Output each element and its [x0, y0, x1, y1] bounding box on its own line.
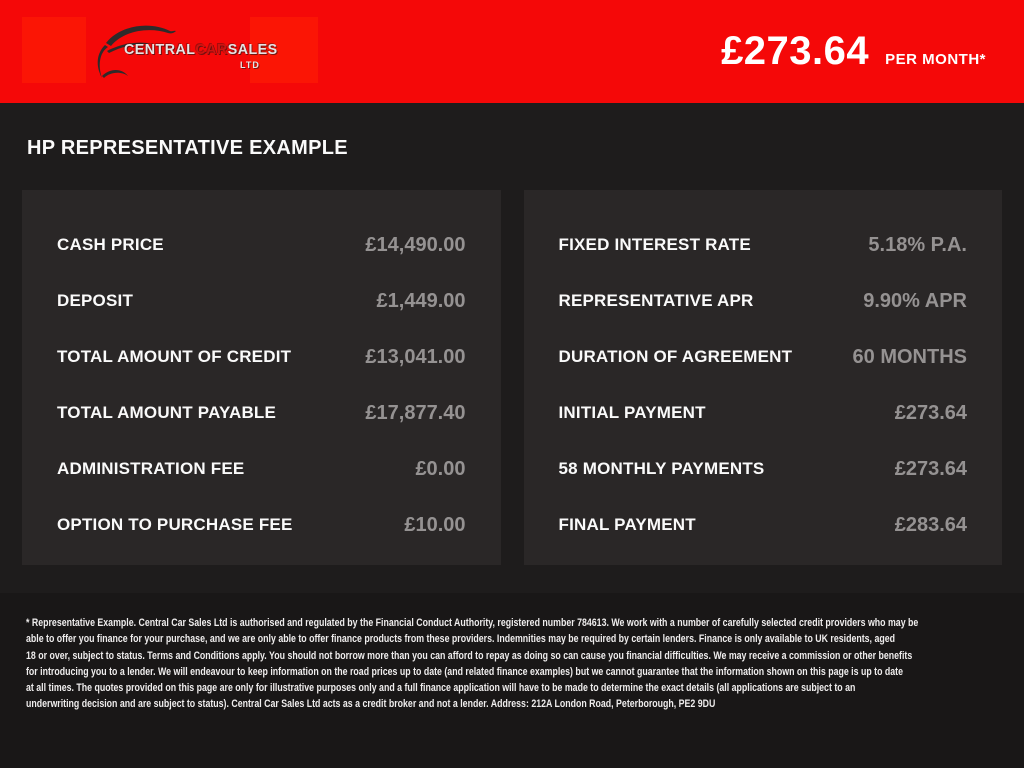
brand-part-central: CENTRAL: [124, 41, 196, 58]
finance-panel-left: [22, 190, 501, 565]
finance-row-value: 9.90% APR: [863, 289, 967, 312]
finance-row: [559, 217, 968, 273]
disclaimer-line: 18 or over, subject to status. Terms and Conditions apply. You should not borrow more than you can afford to repay as doing so can cause you financial difficulties. We may receive a commission or other benefits: [26, 649, 913, 662]
finance-example-section: [0, 103, 1024, 593]
brand-part-car: CAR: [195, 41, 228, 58]
finance-row-value: £17,877.40: [365, 401, 466, 424]
finance-row-label: TOTAL AMOUNT OF CREDIT: [57, 347, 292, 366]
finance-row: [57, 217, 466, 273]
page-title: HP REPRESENTATIVE EXAMPLE: [27, 137, 348, 159]
header-bar: [0, 0, 1024, 103]
finance-row-value: £0.00: [415, 457, 466, 480]
finance-row-label: CASH PRICE: [57, 235, 164, 254]
disclaimer-line: able to offer you finance for your purchase, and we are only able to offer finance products from these providers. Indemnities may be required by certain lenders. Finance is only available to UK residents, aged: [26, 633, 895, 646]
disclaimer-line: for introducing you to a lender. We will endeavour to keep information on the road prices up to date (and related finance examples) but we cannot guarantee that the information shown on this page is up to date: [26, 665, 904, 678]
finance-row-label: FINAL PAYMENT: [558, 515, 696, 534]
finance-row-value: £10.00: [404, 513, 466, 536]
finance-row-value: £273.64: [894, 401, 967, 424]
disclaimer-line: underwriting decision and are subject to status). Central Car Sales Ltd acts as a credit broker and not a lender. Address: 212A London Road, Peterborough, PE2 9DU: [26, 698, 716, 711]
brand-text: [124, 41, 278, 58]
finance-row: [559, 329, 968, 385]
finance-row-label: DURATION OF AGREEMENT: [558, 347, 793, 366]
finance-row-value: £1,449.00: [376, 289, 466, 312]
finance-row: [57, 329, 466, 385]
finance-row-value: £14,490.00: [365, 233, 466, 256]
finance-row-value: £283.64: [894, 513, 967, 536]
finance-row-value: 60 MONTHS: [852, 345, 967, 368]
disclaimer-line: * Representative Example. Central Car Sales Ltd is authorised and regulated by the Financial Conduct Authority, registered number 784613. We work with a number of carefully selected credit providers who may be: [26, 617, 919, 629]
disclaimer-section: [0, 593, 1024, 768]
monthly-price-suffix: PER MONTH*: [885, 51, 986, 68]
finance-row: [57, 385, 466, 441]
logo-background-patch: [22, 17, 86, 83]
finance-panels: [22, 190, 1002, 565]
finance-row-value: £273.64: [894, 457, 967, 480]
finance-row: [559, 385, 968, 441]
finance-row-value: £13,041.00: [365, 345, 466, 368]
finance-row: [57, 497, 466, 553]
finance-row-label: INITIAL PAYMENT: [558, 403, 706, 422]
monthly-price-block: [721, 29, 1024, 74]
finance-row-value: 5.18% P.A.: [868, 233, 967, 256]
finance-row: [57, 273, 466, 329]
finance-row-label: REPRESENTATIVE APR: [558, 291, 754, 310]
finance-row: [57, 441, 466, 497]
disclaimer-line: at all times. The quotes provided on this page are only for illustrative purposes only and a full finance application will have to be made to determine the exact details (all applications are subject to an: [26, 682, 856, 695]
finance-row-label: OPTION TO PURCHASE FEE: [57, 515, 293, 534]
finance-row-label: FIXED INTEREST RATE: [558, 235, 751, 254]
finance-row-label: ADMINISTRATION FEE: [57, 459, 245, 478]
finance-row-label: DEPOSIT: [57, 291, 134, 310]
finance-row-label: 58 MONTHLY PAYMENTS: [558, 459, 765, 478]
finance-row: [559, 497, 968, 553]
monthly-price: £273.64: [721, 29, 870, 73]
finance-row: [559, 273, 968, 329]
brand-suffix-ltd: LTD: [240, 60, 260, 70]
finance-row: [559, 441, 968, 497]
brand-part-sales: SALES: [227, 41, 278, 58]
finance-panel-right: [524, 190, 1003, 565]
brand-logo: [22, 17, 318, 83]
finance-row-label: TOTAL AMOUNT PAYABLE: [57, 403, 277, 422]
